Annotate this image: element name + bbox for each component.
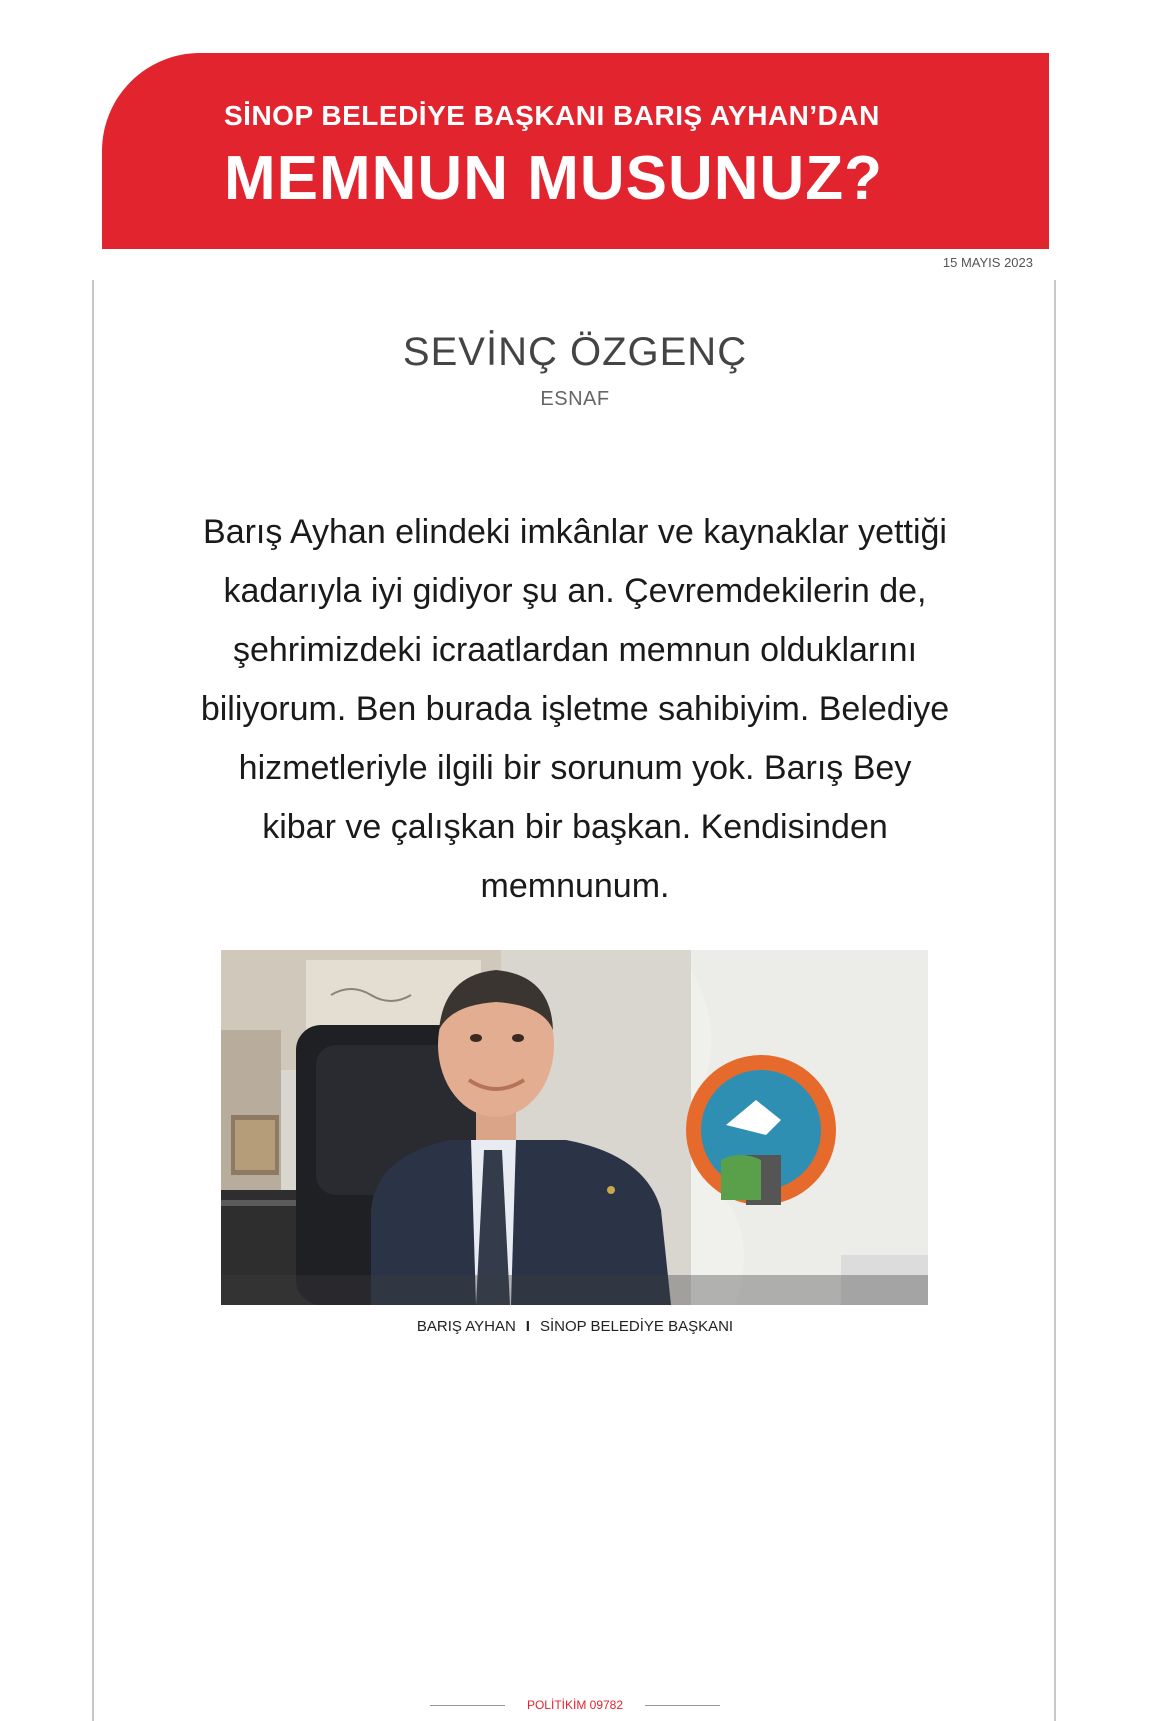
footer-rule-left — [430, 1705, 505, 1706]
caption-separator: I — [525, 1318, 530, 1335]
interview-quote: Barış Ayhan elindeki imkânlar ve kaynaklar yettiği kadarıyla iyi gidiyor şu an. Çevremdekilerin de, şehrimizdeki icraatlardan memnun olduklarını biliyorum. Ben burada işletme sahibiyim. Belediye hizmetleriyle ilgili bir sorunum yok. Barış Bey kibar ve çalışkan bir başkan. Kendisinden memnunum. — [200, 513, 950, 905]
footer-rule-right — [645, 1705, 720, 1706]
publish-date: 15 MAYIS 2023 — [942, 255, 1033, 270]
page-footer — [0, 1698, 1150, 1712]
banner-title: MEMNUN MUSUNUZ? — [224, 144, 884, 213]
interviewee-role: ESNAF — [540, 388, 610, 410]
caption-title: SİNOP BELEDİYE BAŞKANI — [539, 1318, 734, 1335]
caption-name: BARIŞ AYHAN — [416, 1318, 516, 1335]
interviewee-name: SEVİNÇ ÖZGENÇ — [402, 330, 748, 374]
photo-caption — [0, 1318, 1150, 1335]
mayor-photo-illustration — [221, 950, 928, 1305]
mayor-photo — [221, 950, 928, 1305]
footer-code: POLİTİKİM 09782 — [526, 1698, 624, 1712]
header-banner — [102, 53, 1049, 249]
banner-subtitle: SİNOP BELEDİYE BAŞKANI BARIŞ AYHAN’DAN — [224, 100, 880, 131]
